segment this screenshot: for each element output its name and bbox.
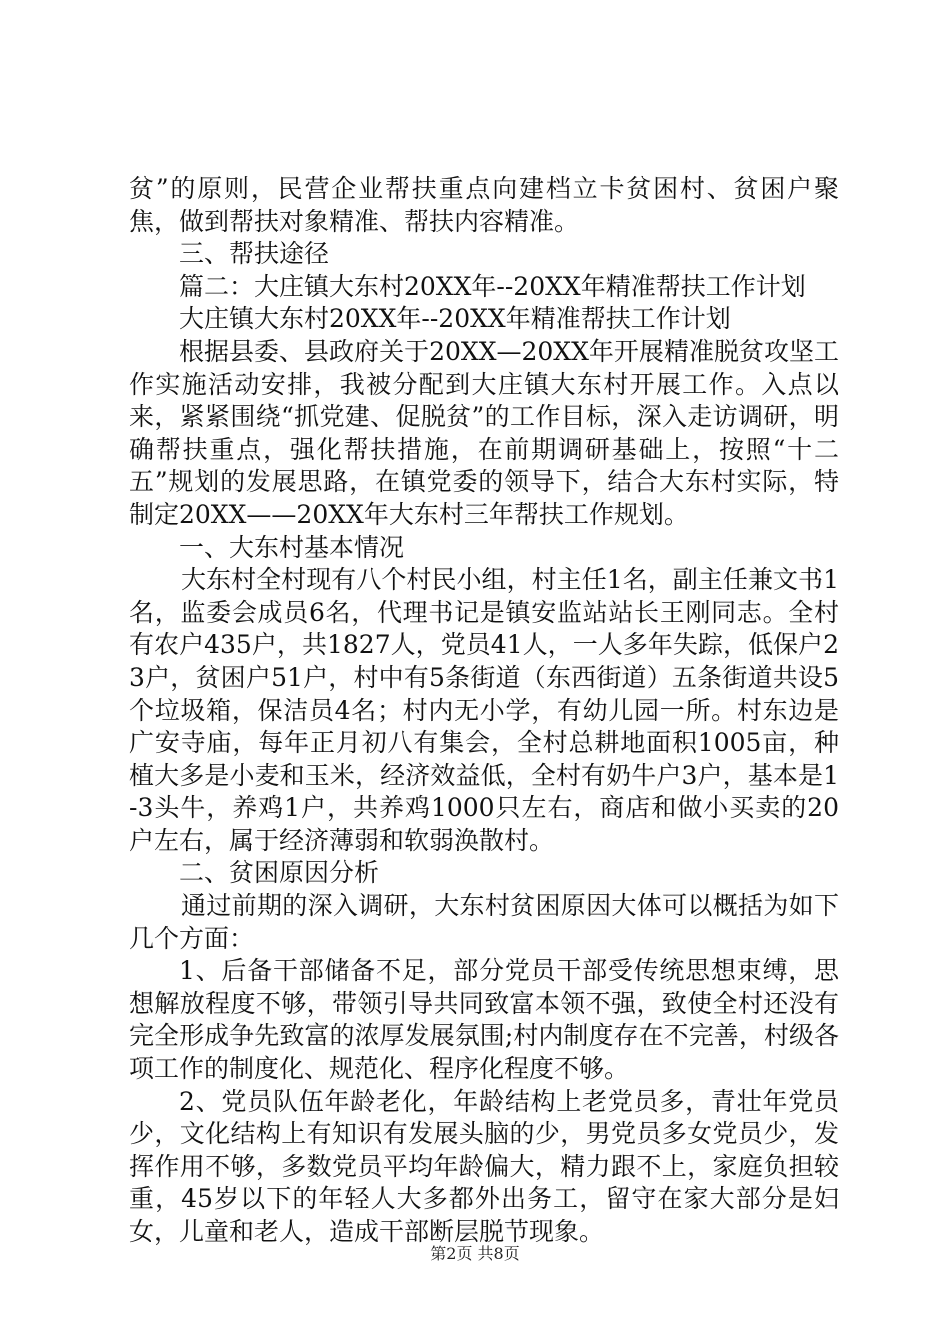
paragraph-intro-continued: 贫”的原则，民营企业帮扶重点向建档立卡贫困村、贫困户聚焦，做到帮扶对象精准、帮扶内容精准。 (129, 174, 839, 236)
heading-part-two: 篇二：大庄镇大东村20XX年--20XX年精准帮扶工作计划 (179, 271, 806, 301)
heading-section-three: 三、帮扶途径 (179, 239, 330, 269)
paragraph-reason-two: 2、党员队伍年龄老化，年龄结构上老党员多，青壮年党员少，文化结构上有知识有发展头脑的少，男党员多女党员少，发挥作用不够，多数党员平均年龄偏大，精力跟不上，家庭负担较重，45岁以下的年轻人大多都外出务工，留守在家大部分是妇女，儿童和老人，造成干部断层脱节现象。 (129, 1086, 839, 1246)
document-body (129, 173, 839, 1249)
heading-poverty-analysis: 二、贫困原因分析 (179, 858, 380, 888)
paragraph-introduction: 根据县委、县政府关于20XX—20XX年开展精准脱贫攻坚工作实施活动安排，我被分配到大庄镇大东村开展工作。入点以来，紧紧围绕“抓党建、促脱贫”的工作目标，深入走访调研，明确帮扶重点，强化帮扶措施，在前期调研基础上，按照“十二五”规划的发展思路，在镇党委的领导下，结合大东村实际，特制定20XX——20XX年大东村三年帮扶工作规划。 (129, 336, 839, 529)
paragraph-analysis-intro: 通过前期的深入调研，大东村贫困原因大体可以概括为如下几个方面： (129, 891, 839, 953)
page-number-label: 第2页 共8页 (430, 1244, 520, 1263)
page-footer (0, 1244, 950, 1264)
paragraph-basic-situation: 大东村全村现有八个村民小组，村主任1名，副主任兼文书1名，监委会成员6名，代理书记是镇安监站站长王刚同志。全村有农户435户，共1827人，党员41人，一人多年失踪，低保户23户，贫困户51户，村中有5条街道（东西街道）五条街道共设5个垃圾箱，保洁员4名；村内无小学，有幼儿园一所。村东边是广安寺庙，每年正月初八有集会，全村总耕地面积1005亩，种植大多是小麦和玉米，经济效益低，全村有奶牛户3户，基本是1-3头牛，养鸡1户，共养鸡1000只左右，商店和做小买卖的20户左右，属于经济薄弱和软弱涣散村。 (129, 565, 839, 855)
heading-basic-situation: 一、大东村基本情况 (179, 532, 405, 562)
paragraph-reason-one: 1、后备干部储备不足，部分党员干部受传统思想束缚，思想解放程度不够，带领引导共同致富本领不强，致使全村还没有完全形成争先致富的浓厚发展氛围;村内制度存在不完善，村级各项工作的制度化、规范化、程序化程度不够。 (129, 956, 839, 1084)
document-title: 大庄镇大东村20XX年--20XX年精准帮扶工作计划 (179, 304, 731, 334)
